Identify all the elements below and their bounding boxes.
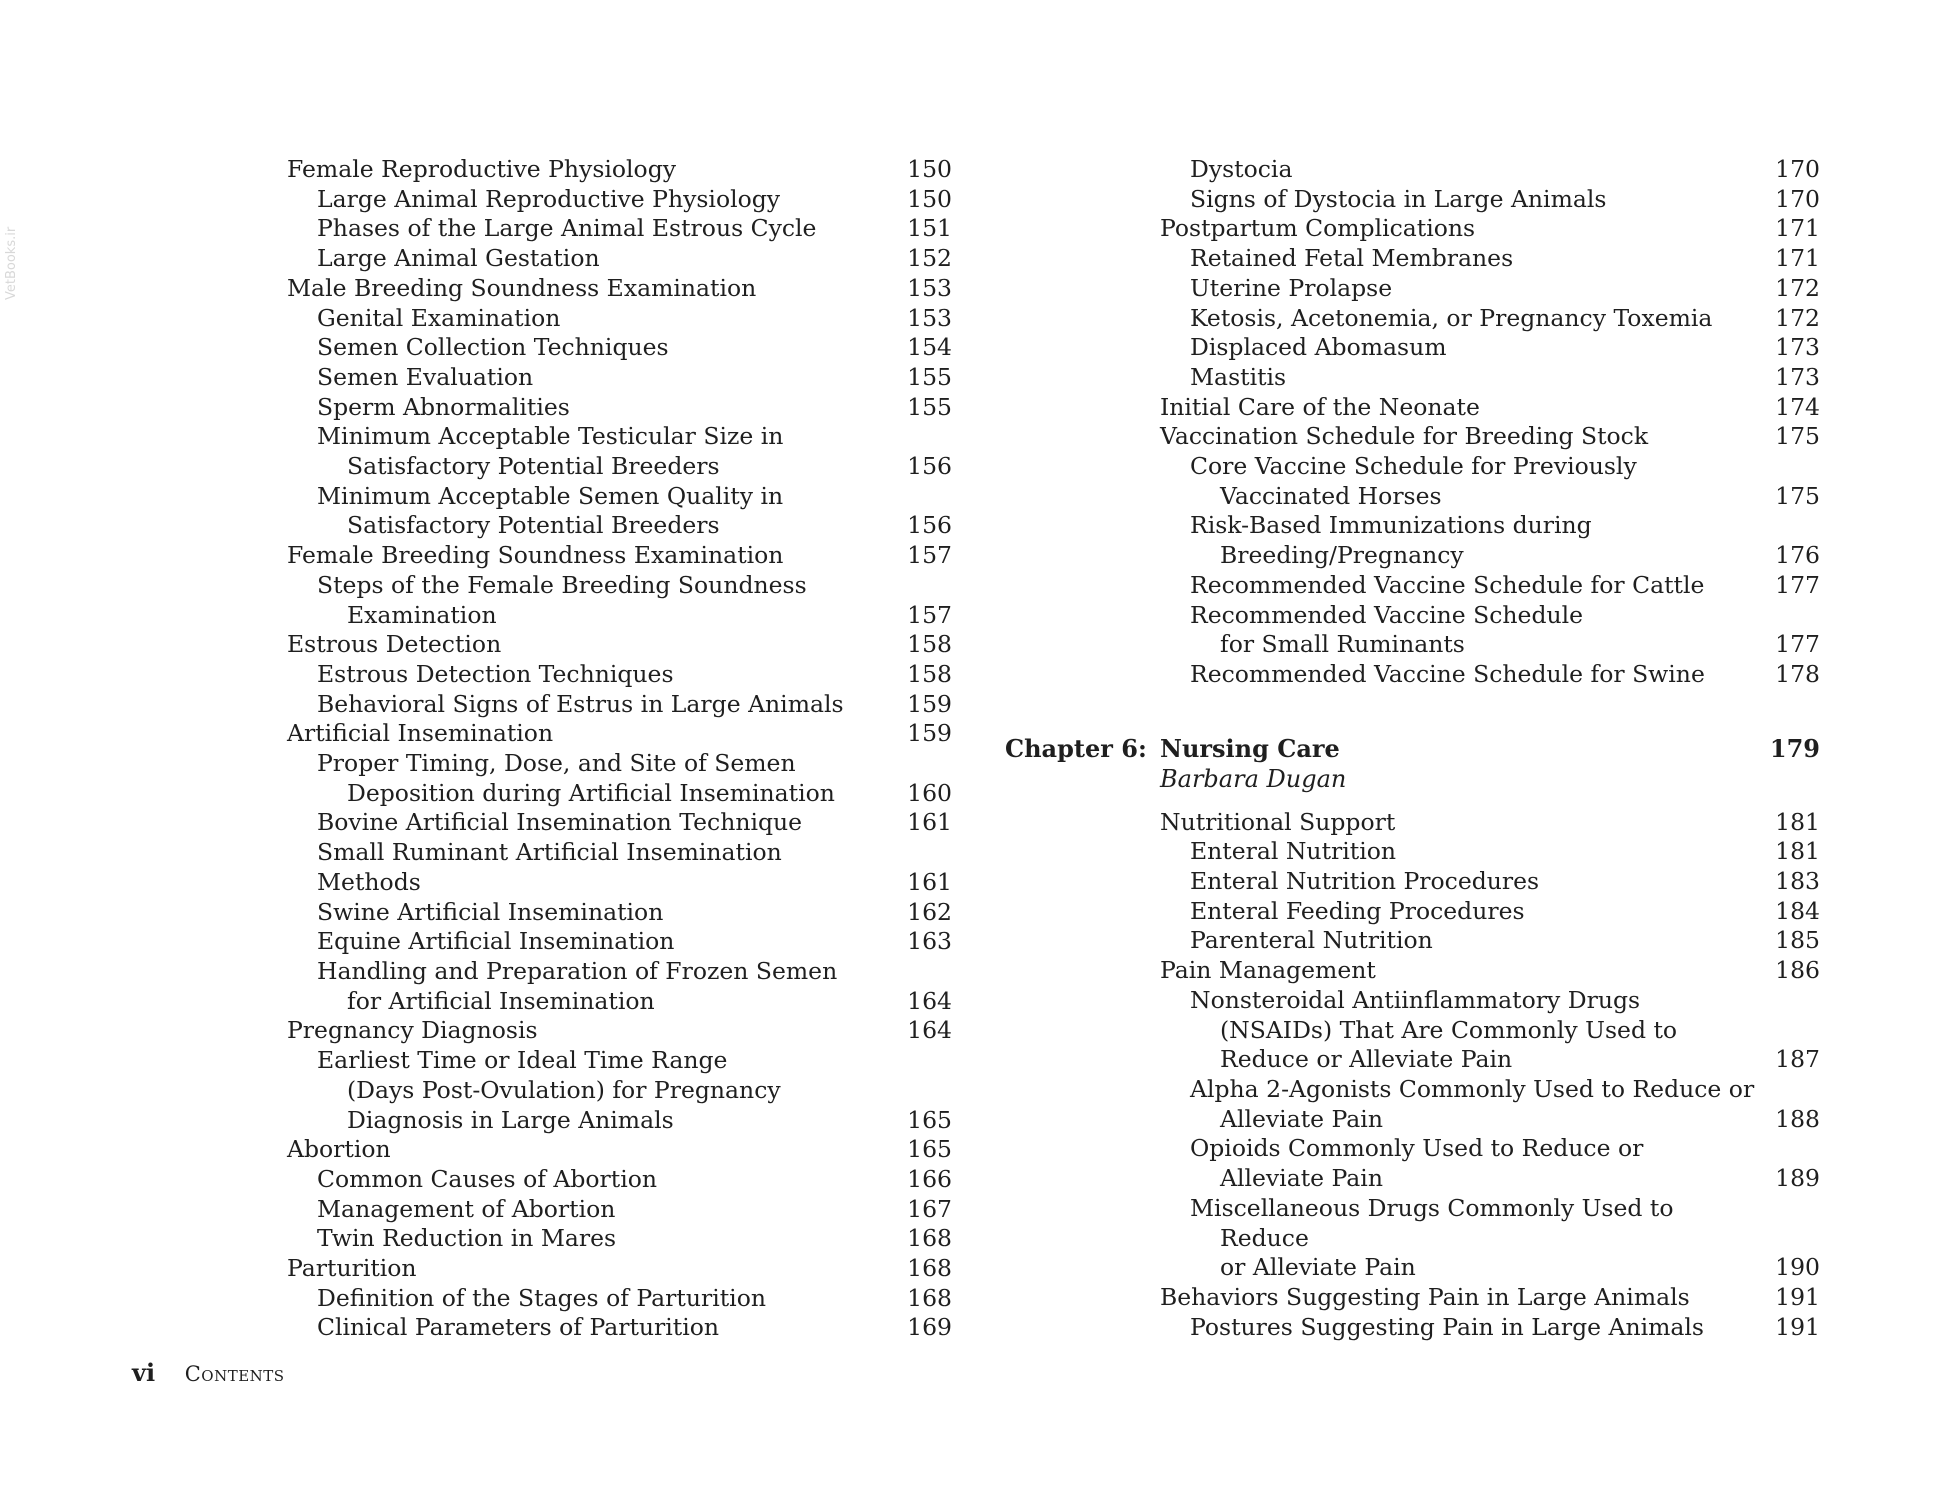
chapter-author: Barbara Dugan — [1160, 764, 1347, 793]
toc-right-top-list — [1160, 155, 1820, 690]
toc-entry[interactable] — [287, 274, 952, 304]
toc-entry[interactable] — [1160, 986, 1820, 1075]
toc-entry-title: Behaviors Suggesting Pain in Large Animals — [1160, 1282, 1690, 1311]
toc-entry[interactable] — [287, 1284, 952, 1314]
toc-entry-page: 159 — [907, 719, 952, 748]
toc-entry-page: 172 — [1775, 273, 1820, 302]
toc-entry[interactable] — [1160, 956, 1820, 986]
toc-entry-page: 163 — [907, 927, 952, 956]
toc-entry[interactable] — [287, 957, 952, 1016]
toc-entry[interactable] — [287, 244, 952, 274]
toc-entry[interactable] — [287, 927, 952, 957]
toc-entry-page: 157 — [907, 600, 952, 629]
toc-entry[interactable] — [287, 185, 952, 215]
toc-entry[interactable] — [287, 304, 952, 334]
toc-entry-title: Enteral Nutrition Procedures — [1190, 867, 1540, 896]
toc-entry-page: 164 — [907, 986, 952, 1015]
toc-entry-title: Artificial Insemination — [287, 719, 554, 748]
toc-entry-title: Nonsteroidal Antiinflammatory Drugs (NSAIDs) That Are Commonly Used to Reduce or Alleviate Pain — [1190, 985, 1678, 1074]
toc-entry-title: Initial Care of the Neonate — [1160, 392, 1480, 421]
toc-entry-title: Mastitis — [1190, 362, 1287, 391]
toc-entry-title: Recommended Vaccine Schedule for Swine — [1190, 659, 1705, 688]
toc-entry[interactable] — [1160, 926, 1820, 956]
toc-entry[interactable] — [1160, 837, 1820, 867]
toc-entry-title: Definition of the Stages of Parturition — [317, 1283, 766, 1312]
toc-entry-page: 159 — [907, 689, 952, 718]
toc-entry[interactable] — [287, 1224, 952, 1254]
section-gap — [1160, 690, 1820, 734]
toc-entry[interactable] — [287, 630, 952, 660]
toc-left-column — [287, 155, 952, 1343]
toc-entry-page: 177 — [1775, 570, 1820, 599]
toc-entry-page: 158 — [907, 630, 952, 659]
toc-entry[interactable] — [287, 1016, 952, 1046]
toc-entry-page: 169 — [907, 1313, 952, 1342]
toc-entry-title: Pregnancy Diagnosis — [287, 1016, 538, 1045]
toc-entry-title: Female Breeding Soundness Examination — [287, 541, 784, 570]
toc-entry[interactable] — [1160, 571, 1820, 601]
toc-right-column — [1005, 155, 1820, 1342]
toc-entry-page: 170 — [1775, 184, 1820, 213]
toc-entry-page: 168 — [907, 1254, 952, 1283]
toc-entry-title: Estrous Detection — [287, 630, 502, 659]
toc-entry-page: 158 — [907, 659, 952, 688]
toc-entry[interactable] — [1160, 452, 1820, 511]
toc-entry-title: Parturition — [287, 1254, 417, 1283]
toc-entry-title: Alpha 2-Agonists Commonly Used to Reduce or Alleviate Pain — [1190, 1074, 1755, 1133]
toc-entry-page: 175 — [1775, 481, 1820, 510]
toc-entry-page: 161 — [907, 867, 952, 896]
toc-entry-page: 184 — [1775, 896, 1820, 925]
toc-entry-title: Male Breeding Soundness Examination — [287, 273, 757, 302]
toc-entry-title: Twin Reduction in Mares — [317, 1224, 617, 1253]
toc-entry[interactable] — [287, 749, 952, 808]
toc-entry[interactable] — [287, 541, 952, 571]
toc-entry-page: 171 — [1775, 244, 1820, 273]
toc-entry-page: 154 — [907, 333, 952, 362]
toc-entry[interactable] — [1160, 1313, 1820, 1343]
toc-entry-page: 188 — [1775, 1104, 1820, 1133]
toc-entry-page: 191 — [1775, 1312, 1820, 1341]
toc-entry[interactable] — [287, 1195, 952, 1225]
toc-entry[interactable] — [287, 482, 952, 541]
toc-entry[interactable] — [287, 155, 952, 185]
toc-entry-page: 156 — [907, 452, 952, 481]
toc-entry[interactable] — [287, 808, 952, 838]
toc-entry[interactable] — [287, 363, 952, 393]
toc-entry[interactable] — [1160, 155, 1820, 185]
chapter-title: Nursing Care — [1160, 733, 1340, 763]
toc-entry[interactable] — [287, 571, 952, 630]
toc-entry-title: Risk-Based Immunizations during Breeding/Pregnancy — [1190, 511, 1592, 570]
toc-entry-title: Displaced Abomasum — [1190, 333, 1447, 362]
toc-entry-title: Large Animal Gestation — [317, 244, 600, 273]
toc-entry-title: Postpartum Complications — [1160, 214, 1476, 243]
running-head: Contents — [184, 1362, 285, 1386]
toc-entry-title: Bovine Artificial Insemination Technique — [317, 808, 803, 837]
toc-entry-title: Recommended Vaccine Schedule for Cattle — [1190, 570, 1705, 599]
toc-entry[interactable] — [287, 393, 952, 423]
toc-entry-page: 175 — [1775, 422, 1820, 451]
toc-entry-title: Estrous Detection Techniques — [317, 659, 674, 688]
toc-entry-title: Enteral Feeding Procedures — [1190, 896, 1525, 925]
toc-entry-title: Clinical Parameters of Parturition — [317, 1313, 720, 1342]
toc-entry-page: 166 — [907, 1164, 952, 1193]
toc-entry-page: 157 — [907, 541, 952, 570]
chapter-label: Chapter 6: — [1005, 733, 1147, 763]
toc-entry-title: Phases of the Large Animal Estrous Cycle — [317, 214, 817, 243]
toc-entry-page: 161 — [907, 808, 952, 837]
toc-entry[interactable] — [1160, 897, 1820, 927]
toc-entry-title: Handling and Preparation of Frozen Semen for Artificial Insemination — [317, 956, 838, 1015]
toc-entry-page: 181 — [1775, 807, 1820, 836]
toc-entry-title: Ketosis, Acetonemia, or Pregnancy Toxemia — [1190, 303, 1713, 332]
toc-entry[interactable] — [287, 1165, 952, 1195]
toc-entry-page: 171 — [1775, 214, 1820, 243]
toc-entry-title: Steps of the Female Breeding Soundness Examination — [317, 570, 807, 629]
toc-entry[interactable] — [1160, 808, 1820, 838]
page-folio: vi — [132, 1358, 156, 1387]
page-footer — [132, 1358, 285, 1387]
toc-entry[interactable] — [1160, 511, 1820, 570]
toc-entry-title: Earliest Time or Ideal Time Range (Days Post-Ovulation) for Pregnancy Diagnosis in Large Animals — [317, 1046, 781, 1134]
toc-entry-page: 185 — [1775, 926, 1820, 955]
toc-entry[interactable] — [1160, 660, 1820, 690]
toc-entry-page: 189 — [1775, 1164, 1820, 1193]
toc-entry-title: Minimum Acceptable Testicular Size in Satisfactory Potential Breeders — [317, 422, 784, 481]
toc-entry-page: 155 — [907, 392, 952, 421]
toc-entry[interactable] — [287, 214, 952, 244]
toc-entry-page: 174 — [1775, 392, 1820, 421]
toc-entry-title: Recommended Vaccine Schedule for Small Ruminants — [1190, 600, 1584, 659]
toc-entry[interactable] — [287, 660, 952, 690]
toc-entry-page: 183 — [1775, 867, 1820, 896]
toc-entry-page: 165 — [907, 1105, 952, 1134]
toc-entry[interactable] — [1160, 185, 1820, 215]
toc-entry[interactable] — [287, 422, 952, 481]
toc-entry-title: Pain Management — [1160, 956, 1376, 985]
toc-entry-page: 151 — [907, 214, 952, 243]
toc-entry[interactable] — [1160, 867, 1820, 897]
toc-entry[interactable] — [1160, 1194, 1820, 1283]
toc-entry[interactable] — [1160, 363, 1820, 393]
toc-entry-title: Semen Collection Techniques — [317, 333, 669, 362]
toc-entry[interactable] — [1160, 214, 1820, 244]
toc-entry-title: Core Vaccine Schedule for Previously Vaccinated Horses — [1190, 452, 1637, 510]
toc-entry-page: 168 — [907, 1283, 952, 1312]
toc-entry-page: 177 — [1775, 630, 1820, 659]
toc-entry-page: 153 — [907, 303, 952, 332]
toc-entry-page: 150 — [907, 184, 952, 213]
toc-entry[interactable] — [287, 1046, 952, 1135]
toc-entry-page: 191 — [1775, 1282, 1820, 1311]
toc-entry-page: 152 — [907, 244, 952, 273]
toc-entry[interactable] — [1160, 304, 1820, 334]
toc-entry-title: Nutritional Support — [1160, 807, 1396, 836]
toc-entry[interactable] — [287, 838, 952, 897]
toc-entry-page: 167 — [907, 1194, 952, 1223]
toc-entry-page: 187 — [1775, 1045, 1820, 1074]
toc-entry-title: Management of Abortion — [317, 1194, 616, 1223]
toc-entry-page: 165 — [907, 1135, 952, 1164]
toc-entry[interactable] — [287, 1254, 952, 1284]
toc-entry-page: 153 — [907, 273, 952, 302]
toc-entry-page: 178 — [1775, 659, 1820, 688]
toc-entry[interactable] — [287, 333, 952, 363]
toc-entry[interactable] — [287, 1313, 952, 1343]
toc-entry-page: 162 — [907, 897, 952, 926]
toc-entry-page: 164 — [907, 1016, 952, 1045]
toc-entry-page: 190 — [1775, 1253, 1820, 1282]
toc-entry-page: 181 — [1775, 837, 1820, 866]
toc-entry-title: Parenteral Nutrition — [1190, 926, 1433, 955]
toc-entry[interactable] — [1160, 274, 1820, 304]
toc-entry[interactable] — [1160, 1075, 1820, 1134]
toc-entry-page: 170 — [1775, 155, 1820, 183]
toc-entry-title: Equine Artificial Insemination — [317, 927, 675, 956]
chapter-heading[interactable] — [1005, 733, 1820, 764]
toc-entry-title: Retained Fetal Membranes — [1190, 244, 1514, 273]
toc-entry-title: Miscellaneous Drugs Commonly Used to Reduce or Alleviate Pain — [1190, 1193, 1674, 1282]
toc-entry[interactable] — [287, 1135, 952, 1165]
toc-entry-title: Proper Timing, Dose, and Site of Semen Deposition during Artificial Insemination — [317, 749, 835, 807]
toc-entry-title: Female Reproductive Physiology — [287, 155, 677, 183]
toc-entry-page: 173 — [1775, 362, 1820, 391]
toc-entry-title: Large Animal Reproductive Physiology — [317, 184, 781, 213]
toc-entry-title: Enteral Nutrition — [1190, 837, 1397, 866]
toc-entry-title: Common Causes of Abortion — [317, 1164, 658, 1193]
toc-entry-page: 173 — [1775, 333, 1820, 362]
toc-entry-page: 172 — [1775, 303, 1820, 332]
toc-entry[interactable] — [1160, 1134, 1820, 1193]
toc-entry-page: 150 — [907, 155, 952, 183]
toc-entry[interactable] — [1160, 333, 1820, 363]
toc-entry-title: Abortion — [287, 1135, 391, 1164]
toc-entry[interactable] — [287, 690, 952, 720]
toc-entry-title: Sperm Abnormalities — [317, 392, 570, 421]
toc-entry-title: Minimum Acceptable Semen Quality in Satisfactory Potential Breeders — [317, 481, 784, 540]
toc-entry-title: Signs of Dystocia in Large Animals — [1190, 184, 1607, 213]
toc-entry-title: Genital Examination — [317, 303, 561, 332]
toc-entry-page: 155 — [907, 362, 952, 391]
watermark-text: VetBooks.ir — [4, 226, 19, 300]
toc-entry-title: Small Ruminant Artificial Insemination Methods — [317, 838, 782, 896]
toc-entry-title: Postures Suggesting Pain in Large Animals — [1190, 1312, 1704, 1341]
toc-entry-title: Dystocia — [1190, 155, 1293, 183]
toc-entry[interactable] — [1160, 601, 1820, 660]
toc-entry[interactable] — [287, 898, 952, 928]
toc-entry-title: Behavioral Signs of Estrus in Large Animals — [317, 689, 844, 718]
toc-entry[interactable] — [1160, 393, 1820, 423]
toc-entry-title: Swine Artificial Insemination — [317, 897, 664, 926]
toc-entry[interactable] — [1160, 422, 1820, 452]
chapter-page-number: 179 — [1769, 733, 1820, 763]
toc-entry-page: 168 — [907, 1224, 952, 1253]
toc-entry-title: Vaccination Schedule for Breeding Stock — [1160, 422, 1649, 451]
toc-entry-title: Uterine Prolapse — [1190, 273, 1393, 302]
toc-entry[interactable] — [287, 719, 952, 749]
toc-entry[interactable] — [1160, 1283, 1820, 1313]
toc-entry-title: Opioids Commonly Used to Reduce or Alleviate Pain — [1190, 1134, 1644, 1193]
toc-entry[interactable] — [1160, 244, 1820, 274]
toc-entry-page: 186 — [1775, 956, 1820, 985]
toc-entry-page: 160 — [907, 778, 952, 807]
toc-entry-title: Semen Evaluation — [317, 362, 534, 391]
toc-entry-page: 176 — [1775, 541, 1820, 570]
toc-right-bottom-list — [1160, 808, 1820, 1343]
toc-entry-page: 156 — [907, 511, 952, 540]
